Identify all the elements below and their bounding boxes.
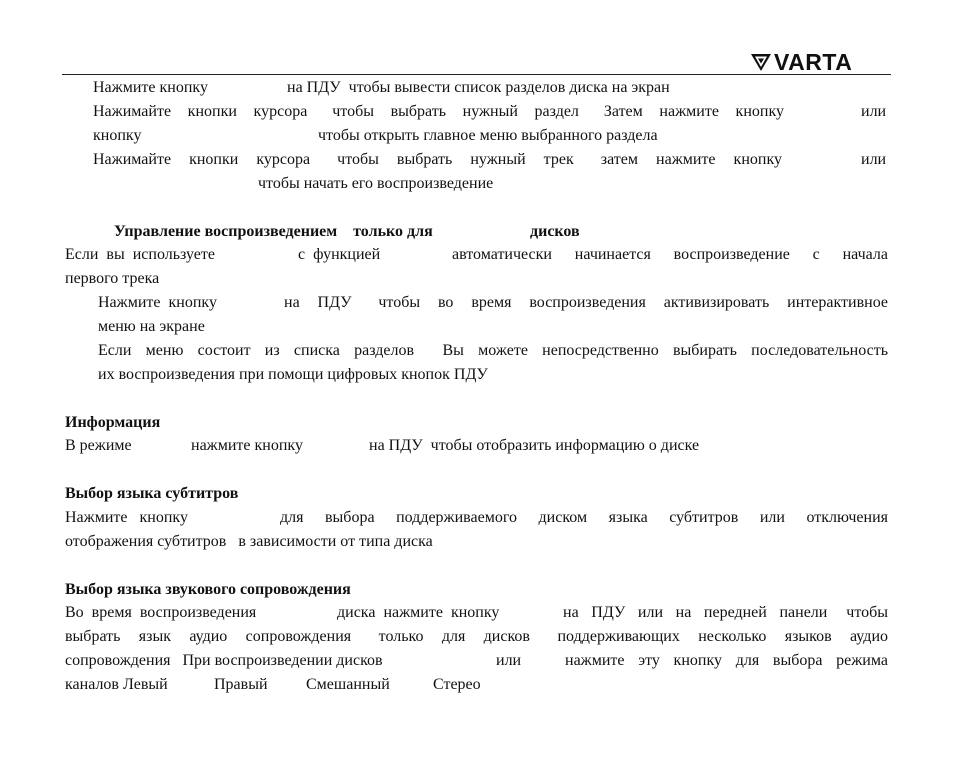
- s2-p2-a: Нажмите кнопку: [98, 294, 217, 311]
- s1-line3-a: кнопку: [93, 127, 142, 144]
- s1-line5: чтобы начать его воспроизведение: [258, 175, 494, 192]
- s4-line1-a: Нажмите кнопку: [65, 509, 188, 526]
- s2-p1-a: Если вы используете: [65, 246, 215, 263]
- s2-p1-c: автоматически начинается воспроизведение с начала: [452, 246, 888, 263]
- s2-p3-b: их воспроизведения при помощи цифровых кнопок ПДУ: [98, 366, 488, 383]
- logo-text: VARTA: [774, 49, 853, 75]
- header-rule: [62, 74, 891, 75]
- s5-line4-d: Стерео: [433, 676, 481, 693]
- s4-line1-b: для выбора поддерживаемого диском языка субтитров или отключения: [280, 509, 888, 526]
- s2-p1-d: первого трека: [65, 270, 160, 287]
- s1-line4-a: Нажимайте кнопки курсора чтобы выбрать нужный трек затем нажмите кнопку: [93, 151, 782, 168]
- s2-p3-a: Если меню состоит из списка разделов Вы можете непосредственно выбирать последовательность: [98, 342, 888, 359]
- s5-line3-c: нажмите эту кнопку для выбора режима: [565, 652, 888, 669]
- varta-logo: [750, 50, 852, 74]
- s2-p2-b: на ПДУ чтобы во время воспроизведения активизировать интерактивное: [284, 294, 888, 311]
- s5-line4-a: каналов Левый: [65, 676, 168, 693]
- s1-line3-b: чтобы открыть главное меню выбранного раздела: [318, 127, 658, 144]
- s5-line3-a: сопровождения При воспроизведении дисков: [65, 652, 383, 669]
- s4-line2: отображения субтитров в зависимости от типа диска: [65, 533, 433, 550]
- s5-line1-a: Во время воспроизведения: [65, 604, 257, 621]
- s5-line3-b: или: [496, 652, 522, 669]
- s1-line2-b: или: [861, 103, 887, 120]
- s5-line1-b: диска нажмите кнопку: [337, 604, 500, 621]
- s1-line1-a: Нажмите кнопку: [93, 79, 208, 96]
- varta-shield-icon: [750, 51, 772, 73]
- s3-line1-a: В режиме: [65, 437, 132, 454]
- s3-heading: Информация: [65, 414, 161, 431]
- s4-heading: Выбор языка субтитров: [65, 485, 239, 502]
- s3-line1-b: нажмите кнопку: [191, 437, 303, 454]
- s1-line2-a: Нажимайте кнопки курсора чтобы выбрать нужный раздел Затем нажмите кнопку: [93, 103, 784, 120]
- s2-heading-a: Управление воспроизведением только для: [114, 223, 433, 240]
- s2-p1-b: с функцией: [298, 246, 381, 263]
- s5-line4-b: Правый: [214, 676, 268, 693]
- s2-heading-b: дисков: [530, 223, 580, 240]
- s5-line1-c: на ПДУ или на передней панели чтобы: [563, 604, 888, 621]
- s5-line4-c: Смешанный: [306, 676, 390, 693]
- s2-p2-c: меню на экране: [98, 318, 205, 335]
- s5-heading: Выбор языка звукового сопровождения: [65, 581, 351, 598]
- s1-line4-b: или: [861, 151, 887, 168]
- s3-line1-c: на ПДУ чтобы отобразить информацию о диске: [369, 437, 700, 454]
- s5-line2: выбрать язык аудио сопровождения только для дисков поддерживающих несколько языков аудио: [65, 628, 888, 645]
- s1-line1-b: на ПДУ чтобы вывести список разделов диска на экран: [287, 79, 670, 96]
